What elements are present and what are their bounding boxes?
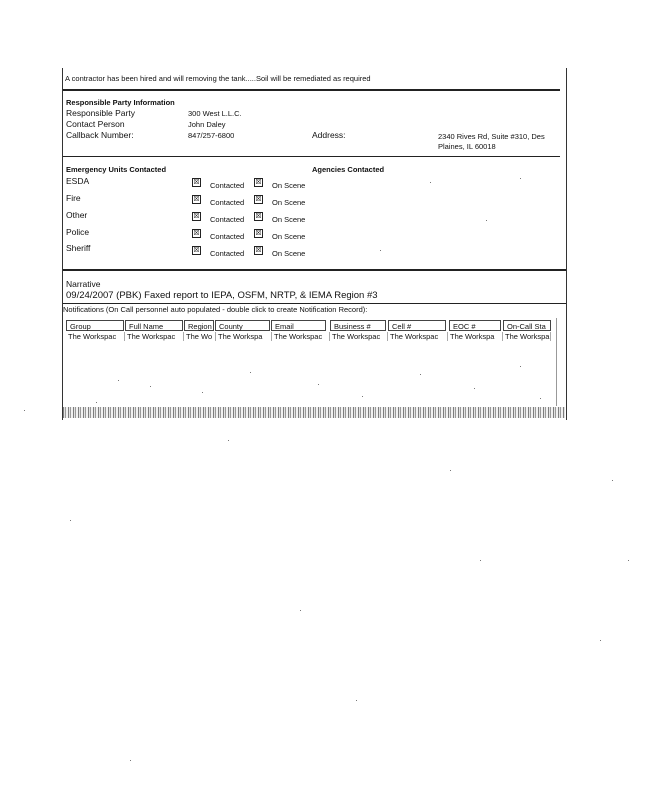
unit-label: Other — [66, 210, 88, 220]
contacted-checkbox[interactable]: ☒ — [193, 229, 200, 237]
unit-label: ESDA — [66, 176, 90, 186]
left-border — [62, 68, 63, 420]
responsible-party-label: Responsible Party — [66, 108, 135, 118]
notifications-caption: Notifications (On Call personnel auto populated - double click to create Notification Record): — [63, 305, 368, 314]
contacted-checkbox[interactable]: ☒ — [193, 212, 200, 220]
on-scene-checkbox[interactable]: ☒ — [255, 178, 262, 186]
contacted-label: Contacted — [210, 232, 245, 241]
cell-on-call-status: The Workspa — [505, 332, 550, 341]
address-line-1: 2340 Rives Rd, Suite #310, Des — [438, 132, 545, 141]
cell-region: The Wo — [184, 332, 216, 341]
responsible-party-heading: Responsible Party Information — [66, 98, 175, 107]
cell-cell: The Workspac — [388, 332, 448, 341]
unit-label: Sheriff — [66, 243, 91, 253]
address-line-2: Plaines, IL 60018 — [438, 142, 496, 151]
contacted-checkbox[interactable]: ☒ — [193, 246, 200, 254]
callback-number-value: 847/257-6800 — [188, 131, 235, 140]
on-scene-checkbox[interactable]: ☒ — [255, 212, 262, 220]
column-header-full-name[interactable]: Full Name — [125, 320, 183, 331]
column-header-on-call-status[interactable]: On-Call Sta — [503, 320, 551, 331]
narrative-text: 09/24/2007 (PBK) Faxed report to IEPA, OSFM, NRTP, & IEMA Region #3 — [66, 290, 378, 301]
horizontal-scrollbar[interactable] — [63, 407, 565, 418]
divider-3 — [63, 269, 566, 271]
on-scene-label: On Scene — [272, 249, 306, 258]
unit-label: Police — [66, 227, 90, 237]
on-scene-label: On Scene — [272, 232, 306, 241]
on-scene-checkbox[interactable]: ☒ — [255, 229, 262, 237]
cell-full-name: The Workspac — [125, 332, 184, 341]
on-scene-checkbox[interactable]: ☒ — [255, 195, 262, 203]
cell-business: The Workspac — [330, 332, 388, 341]
contacted-label: Contacted — [210, 181, 245, 190]
callback-number-label: Callback Number: — [66, 130, 134, 140]
cell-county: The Workspa — [216, 332, 272, 341]
contact-person-label: Contact Person — [66, 119, 125, 129]
column-header-cell[interactable]: Cell # — [388, 320, 446, 331]
column-header-county[interactable]: County — [215, 320, 270, 331]
contacted-checkbox[interactable]: ☒ — [193, 195, 200, 203]
divider-2 — [63, 156, 560, 157]
cell-email: The Workspac — [272, 332, 330, 341]
column-header-region[interactable]: Region — [184, 320, 214, 331]
description-line: A contractor has been hired and will removing the tank.....Soil will be remediated as required — [65, 74, 371, 83]
column-header-email[interactable]: Email — [271, 320, 326, 331]
contacted-checkbox[interactable]: ☒ — [193, 178, 200, 186]
on-scene-label: On Scene — [272, 215, 306, 224]
contacted-label: Contacted — [210, 198, 245, 207]
on-scene-label: On Scene — [272, 198, 306, 207]
unit-label: Fire — [66, 193, 81, 203]
on-scene-checkbox[interactable]: ☒ — [255, 246, 262, 254]
right-border — [566, 68, 567, 420]
narrative-label: Narrative — [66, 279, 101, 289]
column-header-eoc[interactable]: EOC # — [449, 320, 501, 331]
agencies-contacted-heading: Agencies Contacted — [312, 165, 385, 174]
on-scene-label: On Scene — [272, 181, 306, 190]
column-header-business[interactable]: Business # — [330, 320, 386, 331]
contact-person-value: John Daley — [188, 120, 226, 129]
emergency-units-heading: Emergency Units Contacted — [66, 165, 167, 174]
address-label: Address: — [312, 130, 346, 140]
table-scrollbar[interactable] — [556, 318, 557, 406]
responsible-party-value: 300 West L.L.C. — [188, 109, 242, 118]
cell-group: The Workspac — [66, 332, 125, 341]
divider-4 — [63, 303, 566, 304]
cell-eoc: The Workspa — [448, 332, 503, 341]
column-header-group[interactable]: Group — [66, 320, 124, 331]
contacted-label: Contacted — [210, 249, 245, 258]
divider-1 — [63, 89, 560, 91]
contacted-label: Contacted — [210, 215, 245, 224]
